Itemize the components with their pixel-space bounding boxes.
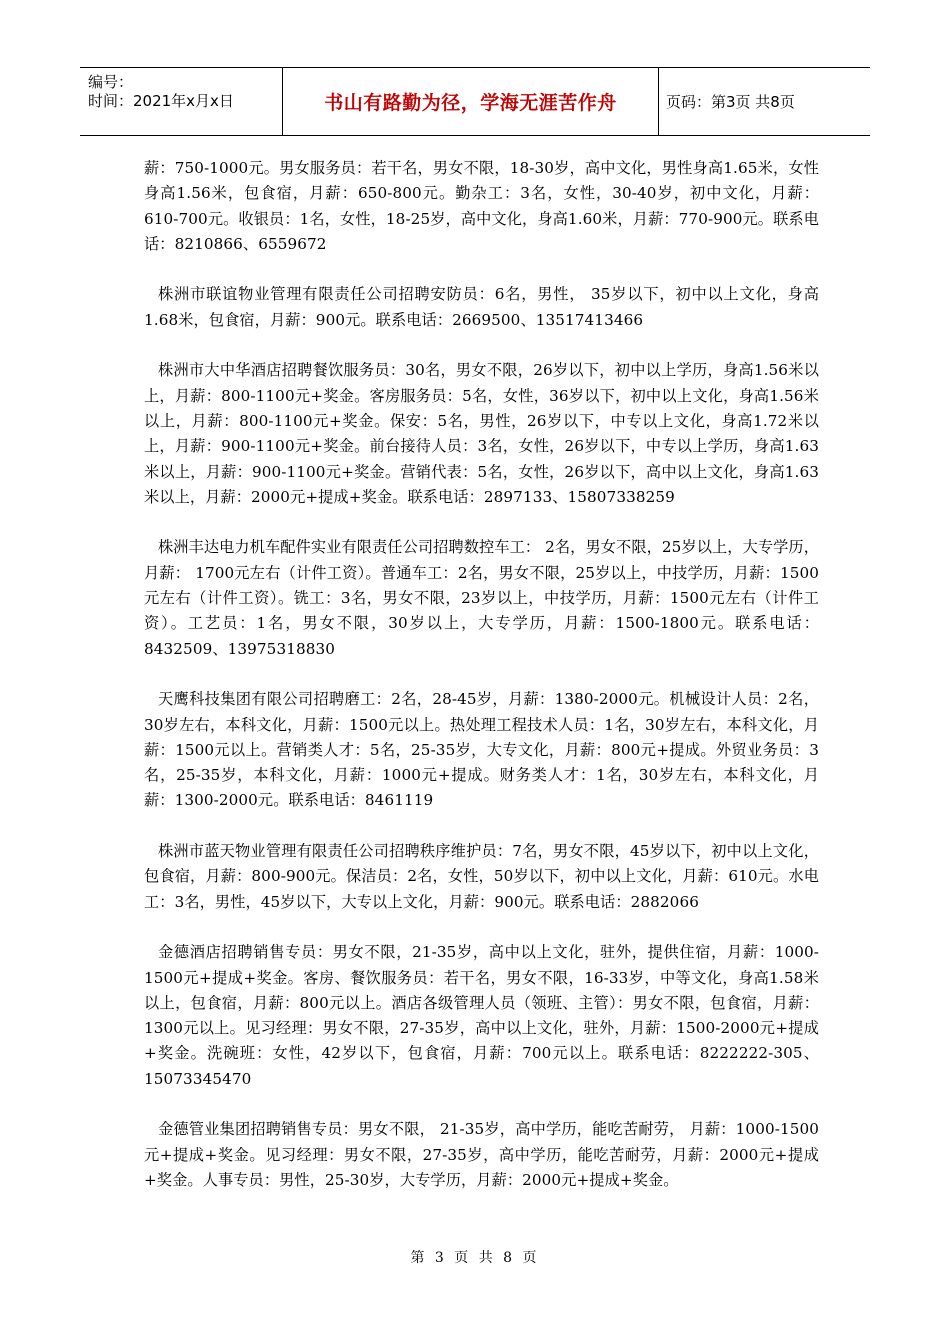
paragraph-dazhonghua-hotel: 株洲市大中华酒店招聘餐饮服务员：30名，男女不限，26岁以下，初中以上学历，身高1.56米以上，月薪：800-1100元+奖金。客房服务员：5名，女性，36岁以下，初中以上文化，身高1.56米以上，月薪：800-1100元+奖金。保安：5名，男性，26岁以下，中专以上文化，身高1.72米以上，月薪：900-1100元+奖金。前台接待人员：3名，女性，26岁以下，中专以上学历，身高1.63米以上，月薪：900-1100元+奖金。营销代表：5名，女性，26岁以下，高中以上文化，身高1.63米以上，月薪：2000元+提成+奖金。联系电话：2897133、15807338259	[144, 361, 819, 506]
document-time-label: 时间：2021年x月x日	[88, 92, 234, 110]
paragraph-continued: 薪：750-1000元。男女服务员：若干名，男女不限，18-30岁，高中文化，男性身高1.65米，女性身高1.56米，包食宿，月薪：650-800元。勤杂工：3名，女性，30-40岁，初中文化，月薪：610-700元。收银员：1名，女性，18-25岁，高中文化，身高1.60米，月薪：770-900元。联系电话：8210866、6559672	[144, 159, 819, 253]
header-motto: 书山有路勤为径，学海无涯苦作舟	[324, 92, 617, 114]
paragraph-lianyi-property: 株洲市联谊物业管理有限责任公司招聘安防员：6名，男性， 35岁以下，初中以上文化，身高1.68米，包食宿，月薪：900元。联系电话：2669500、13517413466	[144, 285, 819, 329]
header-motto-cell	[283, 68, 659, 135]
page-footer: 第 3 页 共 8 页	[410, 1250, 540, 1266]
paragraph-tianying-tech: 天鹰科技集团有限公司招聘磨工：2名，28-45岁，月薪：1380-2000元。机械设计人员：2名，30岁左右，本科文化，月薪：1500元以上。热处理工程技术人员：1名，30岁左右，本科文化，月薪：1500元以上。营销类人才：5名，25-35岁，大专文化，月薪：800元+提成。外贸业务员：3名，25-35岁，本科文化，月薪：1000元+提成。财务类人才：1名，30岁左右，本科文化，月薪：1300-2000元。联系电话：8461119	[144, 690, 819, 810]
paragraph-jinde-hotel: 金德酒店招聘销售专员：男女不限，21-35岁，高中以上文化，驻外，提供住宿，月薪：1000-1500元+提成+奖金。客房、餐饮服务员：若干名，男女不限，16-33岁，中等文化，身高1.58米以上，包食宿，月薪：800元以上。酒店各级管理人员（领班、主管）：男女不限，包食宿，月薪：1300元以上。见习经理：男女不限，27-35岁，高中以上文化，驻外，月薪：1500-2000元+提成+奖金。洗碗班：女性，42岁以下，包食宿，月薪：700元以上。联系电话：8222222-305、15073345470	[144, 943, 819, 1088]
document-number-label: 编号：	[88, 73, 134, 91]
header-page-number: 页码：第3页 共8页	[666, 93, 795, 111]
paragraph-jinde-pipe: 金德管业集团招聘销售专员：男女不限， 21-35岁，高中学历，能吃苦耐劳， 月薪：1000-1500元+提成+奖金。见习经理：男女不限，27-35岁，高中学历，能吃苦耐劳，月薪：2000元+提成+奖金。人事专员：男性，25-30岁，大专学历，月薪：2000元+提成+奖金。	[144, 1120, 819, 1189]
paragraph-lantian-property: 株洲市蓝天物业管理有限责任公司招聘秩序维护员：7名，男女不限，45岁以下，初中以上文化，包食宿，月薪：800-900元。保洁员：2名，女性，50岁以下，初中以上文化，月薪：610元。水电工：3名，男性，45岁以下，大专以上文化，月薪：900元。联系电话：2882066	[144, 842, 819, 911]
header-meta	[80, 68, 283, 135]
header-page-cell	[659, 68, 870, 135]
page-header	[80, 67, 870, 136]
paragraph-fengda-electric: 株洲丰达电力机车配件实业有限责任公司招聘数控车工： 2名，男女不限，25岁以上，大专学历，月薪： 1700元左右（计件工资）。普通车工：2名，男女不限，25岁以上，中技学历，月薪：1500元左右（计件工资）。铣工：3名，男女不限，23岁以上，中技学历，月薪：1500元左右（计件工资）。工艺员：1名，男女不限，30岁以上，大专学历，月薪：1500-1800元。联系电话：8432509、13975318830	[144, 538, 820, 658]
document-body	[144, 156, 819, 1218]
